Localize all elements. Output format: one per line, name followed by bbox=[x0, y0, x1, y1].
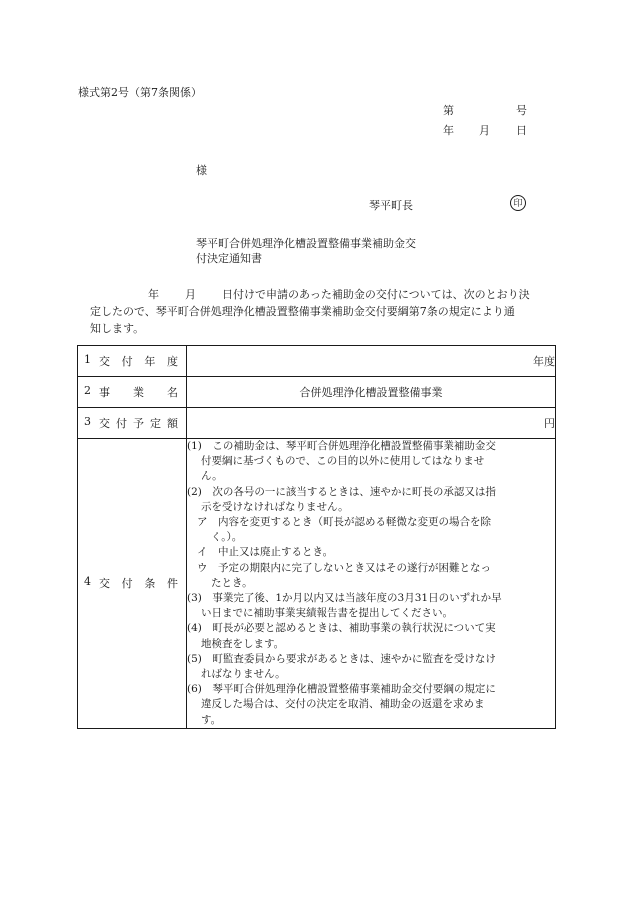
condition-line: (2) 次の各号の一に該当するときは、速やかに町長の承認又は指 bbox=[187, 485, 496, 498]
conditions-list bbox=[187, 439, 555, 728]
row-number: 3 bbox=[84, 415, 91, 428]
label-char: 額 bbox=[167, 417, 178, 430]
row-label-conditions bbox=[78, 439, 187, 729]
condition-line: (3) 事業完了後、1か月以内又は当該年度の3月31日のいずれか早 bbox=[187, 592, 502, 605]
condition-line: (5) 町監査委員から要求があるときは、速やかに監査を受けなけ bbox=[187, 652, 496, 665]
condition-line: イ 中止又は廃止するとき。 bbox=[197, 546, 334, 559]
label-char: 付 bbox=[121, 355, 133, 368]
value-planned-amount: 円 bbox=[187, 408, 556, 439]
notice-body-month: 月 bbox=[185, 288, 196, 301]
document-title bbox=[196, 236, 456, 266]
label-char: 交 bbox=[99, 355, 110, 368]
condition-line: い日までに補助事業実績報告書を提出してください。 bbox=[201, 607, 453, 620]
label-char: 件 bbox=[166, 577, 178, 591]
row-number: 4 bbox=[84, 575, 91, 589]
table-row-planned-amount bbox=[78, 408, 556, 439]
row-label-planned-amount bbox=[78, 408, 187, 439]
form-number-label: 様式第2号（第7条関係） bbox=[78, 86, 202, 99]
condition-line: 示を受けなければなりません。 bbox=[201, 500, 349, 513]
label-char: 業 bbox=[133, 386, 144, 399]
notice-body-line-2: 定したので、琴平町合併処理浄化槽設置整備事業補助金交付要綱第7条の規定により通 bbox=[90, 305, 515, 318]
label-char: 付 bbox=[116, 417, 127, 430]
value-conditions bbox=[187, 439, 556, 729]
sender-name: 琴平町長 bbox=[369, 199, 413, 212]
condition-line: す。 bbox=[201, 713, 222, 726]
row-number: 1 bbox=[84, 353, 91, 366]
label-char: 名 bbox=[167, 386, 178, 399]
value-project-name: 合併処理浄化槽設置整備事業 bbox=[187, 377, 556, 408]
condition-line: ア 内容を変更するとき（町長が認める軽微な変更の場合を除 bbox=[197, 516, 491, 529]
condition-line: 地検査をします。 bbox=[201, 637, 285, 650]
notice-body-line-1-text: 日付けで申請のあった補助金の交付については、次のとおり決 bbox=[222, 288, 530, 301]
document-number-prefix: 第 bbox=[443, 104, 454, 117]
label-char: 年 bbox=[144, 355, 156, 368]
label-char: 交 bbox=[99, 417, 110, 430]
condition-line: ん。 bbox=[201, 470, 223, 483]
condition-line: (4) 町長が必要と認めるときは、補助事業の執行状況について実 bbox=[187, 622, 496, 635]
label-char: 定 bbox=[150, 417, 161, 430]
condition-line: 付要綱に基づくもので、この目的以外に使用してはなりませ bbox=[201, 455, 485, 468]
condition-line: く。）。 bbox=[211, 531, 243, 544]
document-number-suffix: 号 bbox=[516, 104, 527, 117]
table-row-conditions bbox=[78, 439, 556, 729]
seal-stamp: 印 bbox=[510, 195, 526, 211]
label-char: 交 bbox=[99, 577, 110, 591]
row-label-project-name bbox=[78, 377, 187, 408]
condition-line: 違反した場合は、交付の決定を取消、補助金の返還を求めま bbox=[201, 698, 485, 711]
condition-line: ウ 予定の期限内に完了しないとき又はその遂行が困難となっ bbox=[197, 561, 491, 574]
issue-date-day: 日 bbox=[516, 124, 527, 137]
label-char: 条 bbox=[144, 577, 156, 591]
notice-body-line-1 bbox=[78, 286, 554, 303]
table-row-fiscal-year bbox=[78, 346, 556, 377]
condition-line: たとき。 bbox=[211, 576, 253, 589]
issue-date-month: 月 bbox=[479, 124, 490, 137]
value-fiscal-year: 年度 bbox=[187, 346, 556, 377]
condition-line: (1) この補助金は、琴平町合併処理浄化槽設置整備事業補助金交 bbox=[187, 440, 496, 452]
issue-date-year: 年 bbox=[443, 124, 454, 137]
notice-body bbox=[78, 286, 554, 337]
table-row-project-name bbox=[78, 377, 556, 408]
condition-line: (6) 琴平町合併処理浄化槽設置整備事業補助金交付要綱の規定に bbox=[187, 683, 496, 696]
notice-body-line-3: 知します。 bbox=[90, 322, 145, 335]
row-label-fiscal-year bbox=[78, 346, 187, 377]
label-char: 付 bbox=[121, 577, 133, 591]
label-char: 度 bbox=[166, 355, 178, 368]
addressee-suffix: 様 bbox=[196, 164, 207, 177]
notice-body-year: 年 bbox=[148, 288, 159, 301]
grant-details-table bbox=[77, 345, 556, 729]
row-number: 2 bbox=[84, 384, 91, 397]
document-title-line-1: 琴平町合併処理浄化槽設置整備事業補助金交 bbox=[196, 237, 416, 250]
condition-line: ればなりません。 bbox=[201, 668, 286, 681]
label-char: 事 bbox=[99, 386, 110, 399]
label-char: 予 bbox=[133, 417, 144, 430]
document-title-line-2: 付決定通知書 bbox=[196, 252, 262, 265]
